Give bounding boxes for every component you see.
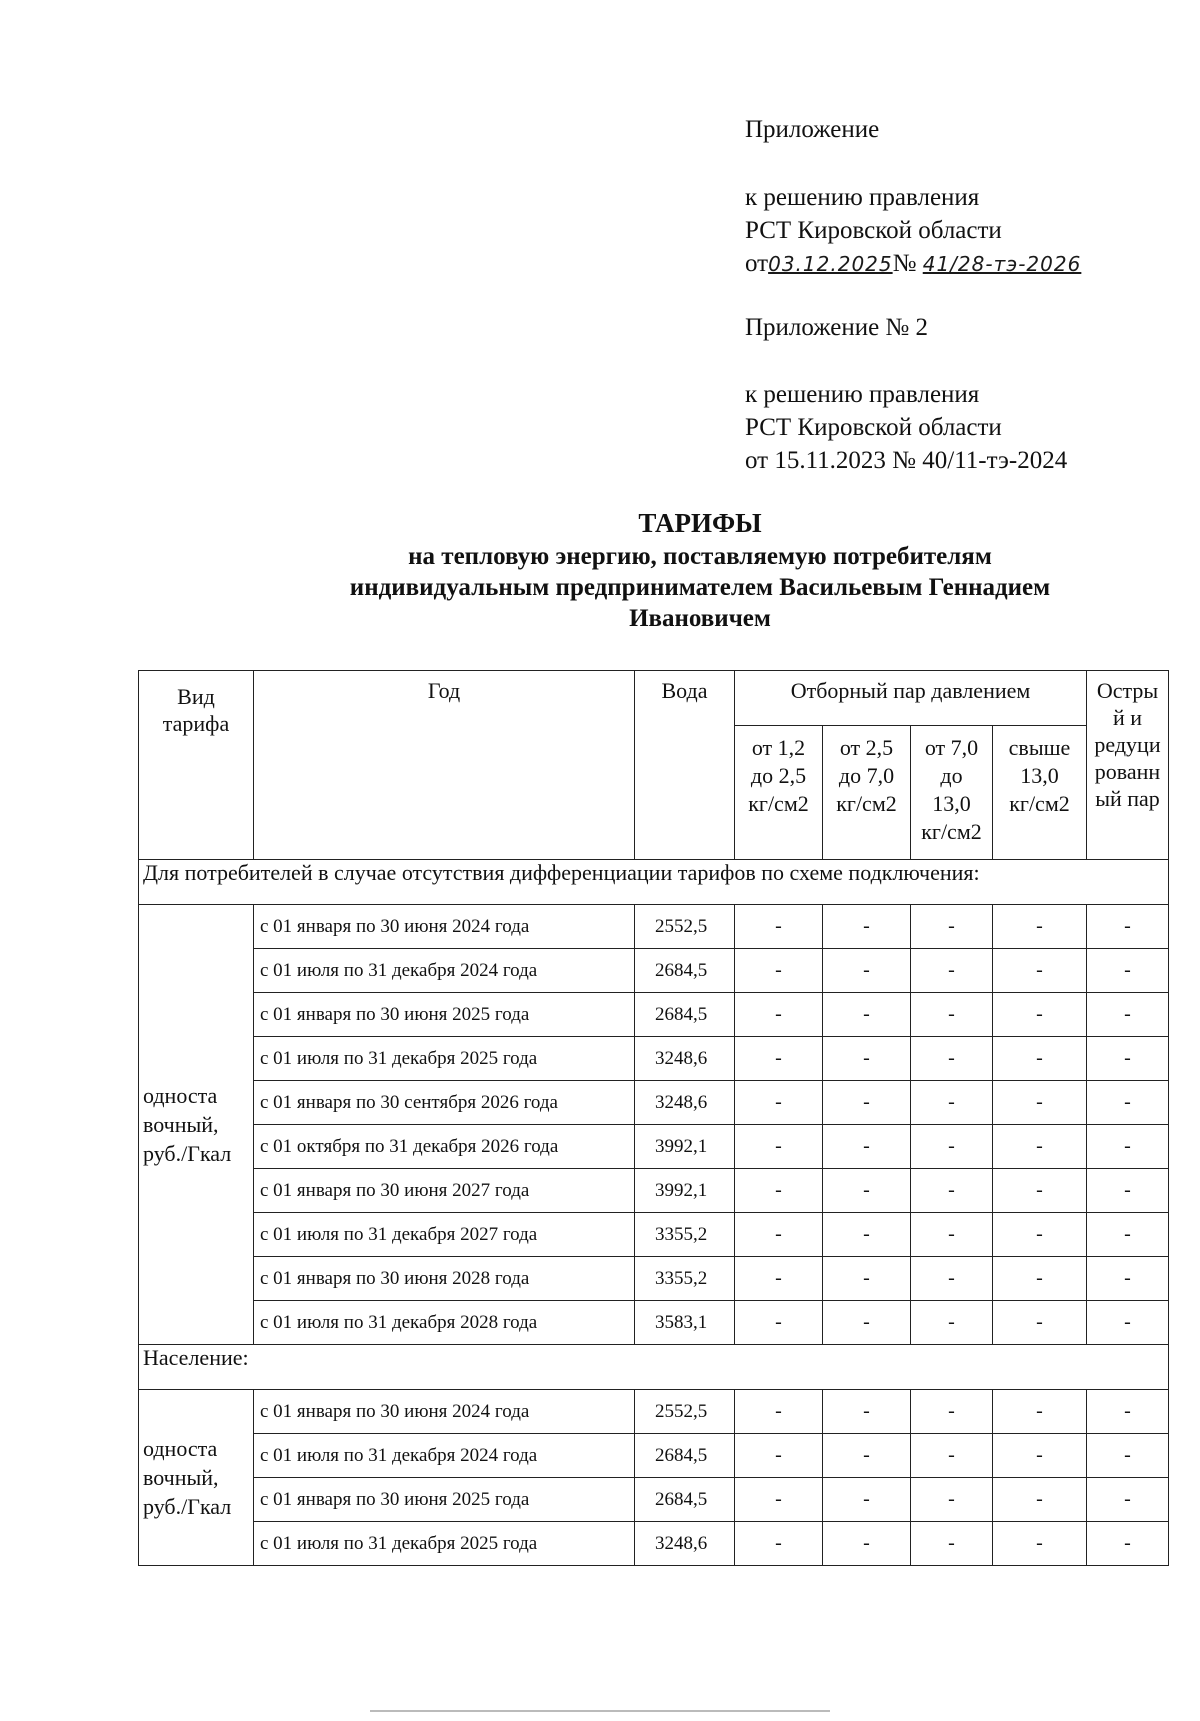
- steam-tariff-cell: -: [823, 1169, 911, 1213]
- header-kind: [139, 671, 254, 860]
- steam-tariff-cell: -: [735, 993, 823, 1037]
- steam-tariff-cell: -: [1087, 1434, 1169, 1478]
- title-main: ТАРИФЫ: [638, 508, 762, 538]
- steam-tariff-cell: -: [911, 905, 993, 949]
- steam-tariff-cell: -: [735, 1390, 823, 1434]
- steam-tariff-cell: -: [993, 1434, 1087, 1478]
- table-row: [139, 905, 1169, 949]
- steam-tariff-cell: -: [735, 1434, 823, 1478]
- decision-line: к решению правления: [745, 184, 980, 211]
- appendix-block: [745, 113, 879, 146]
- steam-tariff-cell: -: [993, 1213, 1087, 1257]
- table-row: [139, 1478, 1169, 1522]
- period-cell: с 01 июля по 31 декабря 2027 года: [254, 1213, 635, 1257]
- steam-tariff-cell: -: [993, 1301, 1087, 1345]
- header-kind-line: тарифа: [162, 711, 230, 736]
- section-label: Для потребителей в случае отсутствия дифференциации тарифов по схеме подключения:: [139, 860, 1169, 905]
- steam-tariff-cell: -: [1087, 949, 1169, 993]
- steam-tariff-cell: -: [1087, 1037, 1169, 1081]
- steam-tariff-cell: -: [823, 1037, 911, 1081]
- steam-tariff-cell: -: [1087, 1169, 1169, 1213]
- steam-tariff-cell: -: [1087, 993, 1169, 1037]
- table-row: [139, 1390, 1169, 1434]
- water-tariff-cell: 3248,6: [635, 1081, 735, 1125]
- steam-tariff-cell: -: [993, 949, 1087, 993]
- water-tariff-cell: 3355,2: [635, 1213, 735, 1257]
- number-prefix: №: [892, 250, 917, 277]
- header-year: Год: [254, 671, 635, 860]
- steam-tariff-cell: -: [911, 1213, 993, 1257]
- steam-tariff-cell: -: [993, 1478, 1087, 1522]
- period-cell: с 01 января по 30 июня 2024 года: [254, 905, 635, 949]
- period-cell: с 01 января по 30 сентября 2026 года: [254, 1081, 635, 1125]
- header-sub-line: от 2,5: [839, 735, 894, 760]
- section-row: [139, 1345, 1169, 1390]
- tariff-kind-line: руб./Гкал: [143, 1141, 232, 1166]
- title-line: Ивановичем: [629, 605, 771, 632]
- table-row: [139, 1037, 1169, 1081]
- table-row: [139, 1434, 1169, 1478]
- title-line: на тепловую энергию, поставляемую потребителям: [408, 543, 992, 570]
- steam-tariff-cell: -: [911, 993, 993, 1037]
- appendix2-block: [745, 311, 928, 344]
- steam-tariff-cell: -: [911, 1434, 993, 1478]
- period-cell: с 01 июля по 31 декабря 2028 года: [254, 1301, 635, 1345]
- decision-date-line: [745, 247, 1081, 281]
- water-tariff-cell: 2552,5: [635, 1390, 735, 1434]
- steam-tariff-cell: -: [911, 1081, 993, 1125]
- tariff-kind-line: вочный,: [143, 1465, 219, 1490]
- scan-edge-mark: [370, 1710, 830, 1712]
- steam-tariff-cell: -: [823, 993, 911, 1037]
- steam-tariff-cell: -: [993, 1081, 1087, 1125]
- water-tariff-cell: 3248,6: [635, 1522, 735, 1566]
- header-steam-4: [993, 726, 1087, 860]
- steam-tariff-cell: -: [911, 1169, 993, 1213]
- header-kind-line: Вид: [177, 684, 215, 709]
- handwritten-number: 41/28-тэ-2026: [922, 252, 1082, 276]
- steam-tariff-cell: -: [823, 1257, 911, 1301]
- steam-tariff-cell: -: [993, 1125, 1087, 1169]
- tariff-kind-line: руб./Гкал: [143, 1494, 232, 1519]
- header-sub-line: кг/см2: [836, 791, 897, 816]
- period-cell: с 01 января по 30 июня 2027 года: [254, 1169, 635, 1213]
- decision2-line: к решению правления: [745, 381, 980, 408]
- table-row: [139, 1522, 1169, 1566]
- period-cell: с 01 января по 30 июня 2025 года: [254, 1478, 635, 1522]
- decision-block: [745, 181, 1081, 281]
- steam-tariff-cell: -: [911, 1037, 993, 1081]
- period-cell: с 01 июля по 31 декабря 2025 года: [254, 1037, 635, 1081]
- header-sharp-line: редуци: [1094, 732, 1161, 757]
- steam-tariff-cell: -: [735, 1522, 823, 1566]
- steam-tariff-cell: -: [823, 1434, 911, 1478]
- steam-tariff-cell: -: [993, 1390, 1087, 1434]
- steam-tariff-cell: -: [1087, 1301, 1169, 1345]
- tariff-kind-line: вочный,: [143, 1112, 219, 1137]
- water-tariff-cell: 2552,5: [635, 905, 735, 949]
- steam-tariff-cell: -: [735, 949, 823, 993]
- steam-tariff-cell: -: [823, 1390, 911, 1434]
- steam-tariff-cell: -: [911, 1125, 993, 1169]
- steam-tariff-cell: -: [993, 1037, 1087, 1081]
- water-tariff-cell: 3992,1: [635, 1169, 735, 1213]
- water-tariff-cell: 2684,5: [635, 993, 735, 1037]
- steam-tariff-cell: -: [911, 1257, 993, 1301]
- period-cell: с 01 января по 30 июня 2025 года: [254, 993, 635, 1037]
- header-row: [139, 671, 1169, 726]
- header-sub-line: до 7,0: [838, 763, 895, 788]
- water-tariff-cell: 3992,1: [635, 1125, 735, 1169]
- water-tariff-cell: 3583,1: [635, 1301, 735, 1345]
- steam-tariff-cell: -: [993, 1169, 1087, 1213]
- header-sub-line: кг/см2: [921, 819, 982, 844]
- table-row: [139, 1257, 1169, 1301]
- header-sub-line: от 7,0: [924, 735, 979, 760]
- steam-tariff-cell: -: [1087, 1257, 1169, 1301]
- steam-tariff-cell: -: [993, 993, 1087, 1037]
- handwritten-date: 03.12.2025: [768, 252, 893, 276]
- period-cell: с 01 января по 30 июня 2024 года: [254, 1390, 635, 1434]
- appendix-title: Приложение: [745, 116, 880, 143]
- table-row: [139, 1081, 1169, 1125]
- steam-tariff-cell: -: [1087, 1213, 1169, 1257]
- steam-tariff-cell: -: [735, 1037, 823, 1081]
- steam-tariff-cell: -: [1087, 905, 1169, 949]
- water-tariff-cell: 3355,2: [635, 1257, 735, 1301]
- water-tariff-cell: 2684,5: [635, 1434, 735, 1478]
- steam-tariff-cell: -: [823, 1522, 911, 1566]
- tariffs-table: [138, 670, 1169, 1566]
- steam-tariff-cell: -: [823, 1213, 911, 1257]
- period-cell: с 01 июля по 31 декабря 2024 года: [254, 949, 635, 993]
- period-cell: с 01 июля по 31 декабря 2025 года: [254, 1522, 635, 1566]
- steam-tariff-cell: -: [1087, 1125, 1169, 1169]
- steam-tariff-cell: -: [1087, 1390, 1169, 1434]
- header-sharp-line: й и: [1112, 705, 1143, 730]
- header-sharp-line: Остры: [1096, 678, 1159, 703]
- appendix2-title: Приложение № 2: [745, 314, 929, 341]
- decision2-line: от 15.11.2023 № 40/11-тэ-2024: [745, 447, 1068, 474]
- steam-tariff-cell: -: [735, 1081, 823, 1125]
- steam-tariff-cell: -: [911, 1390, 993, 1434]
- table-row: [139, 1301, 1169, 1345]
- steam-tariff-cell: -: [823, 1478, 911, 1522]
- header-water: Вода: [635, 671, 735, 860]
- decision2-block: [745, 378, 1067, 477]
- steam-tariff-cell: -: [735, 1213, 823, 1257]
- period-cell: с 01 октября по 31 декабря 2026 года: [254, 1125, 635, 1169]
- tariff-kind-cell: [139, 905, 254, 1345]
- steam-tariff-cell: -: [823, 1125, 911, 1169]
- steam-tariff-cell: -: [993, 1257, 1087, 1301]
- water-tariff-cell: 2684,5: [635, 949, 735, 993]
- steam-tariff-cell: -: [911, 1301, 993, 1345]
- header-sub-line: 13,0: [1020, 763, 1059, 788]
- table-row: [139, 1169, 1169, 1213]
- steam-tariff-cell: -: [823, 905, 911, 949]
- header-sub-line: 13,0: [932, 791, 971, 816]
- steam-tariff-cell: -: [735, 1301, 823, 1345]
- steam-tariff-cell: -: [911, 949, 993, 993]
- table-row: [139, 1213, 1169, 1257]
- header-sharp-line: рованн: [1094, 759, 1161, 784]
- header-sharp-line: ый пар: [1095, 786, 1160, 811]
- steam-tariff-cell: -: [823, 1081, 911, 1125]
- header-steam: Отборный пар давлением: [735, 671, 1087, 726]
- period-cell: с 01 января по 30 июня 2028 года: [254, 1257, 635, 1301]
- steam-tariff-cell: -: [735, 1169, 823, 1213]
- header-sub-line: до: [940, 763, 963, 788]
- steam-tariff-cell: -: [993, 1522, 1087, 1566]
- tariff-kind-line: односта: [143, 1436, 218, 1461]
- water-tariff-cell: 3248,6: [635, 1037, 735, 1081]
- steam-tariff-cell: -: [911, 1522, 993, 1566]
- title-line: индивидуальным предпринимателем Васильевым Геннадием: [349, 574, 1051, 601]
- steam-tariff-cell: -: [735, 905, 823, 949]
- header-sharp-steam: [1087, 671, 1169, 860]
- steam-tariff-cell: -: [735, 1257, 823, 1301]
- water-tariff-cell: 2684,5: [635, 1478, 735, 1522]
- section-row: [139, 860, 1169, 905]
- steam-tariff-cell: -: [1087, 1478, 1169, 1522]
- decision-line: РСТ Кировской области: [745, 217, 1002, 244]
- tariff-kind-cell: [139, 1390, 254, 1566]
- header-steam-2: [823, 726, 911, 860]
- steam-tariff-cell: -: [735, 1125, 823, 1169]
- table-row: [139, 949, 1169, 993]
- steam-tariff-cell: -: [993, 905, 1087, 949]
- table-row: [139, 1125, 1169, 1169]
- header-sub-line: кг/см2: [1009, 791, 1070, 816]
- decision2-line: РСТ Кировской области: [745, 414, 1002, 441]
- document-title: [130, 508, 1200, 634]
- header-sub-line: свыше: [1008, 735, 1071, 760]
- steam-tariff-cell: -: [823, 949, 911, 993]
- header-steam-1: [735, 726, 823, 860]
- section-label: Население:: [139, 1345, 1169, 1390]
- steam-tariff-cell: -: [911, 1478, 993, 1522]
- header-sub-line: от 1,2: [751, 735, 806, 760]
- steam-tariff-cell: -: [1087, 1522, 1169, 1566]
- tariff-kind-line: односта: [143, 1083, 218, 1108]
- period-cell: с 01 июля по 31 декабря 2024 года: [254, 1434, 635, 1478]
- header-steam-3: [911, 726, 993, 860]
- header-sub-line: кг/см2: [748, 791, 809, 816]
- header-sub-line: до 2,5: [750, 763, 807, 788]
- steam-tariff-cell: -: [1087, 1081, 1169, 1125]
- date-prefix: от: [745, 250, 769, 277]
- table-row: [139, 993, 1169, 1037]
- steam-tariff-cell: -: [735, 1478, 823, 1522]
- steam-tariff-cell: -: [823, 1301, 911, 1345]
